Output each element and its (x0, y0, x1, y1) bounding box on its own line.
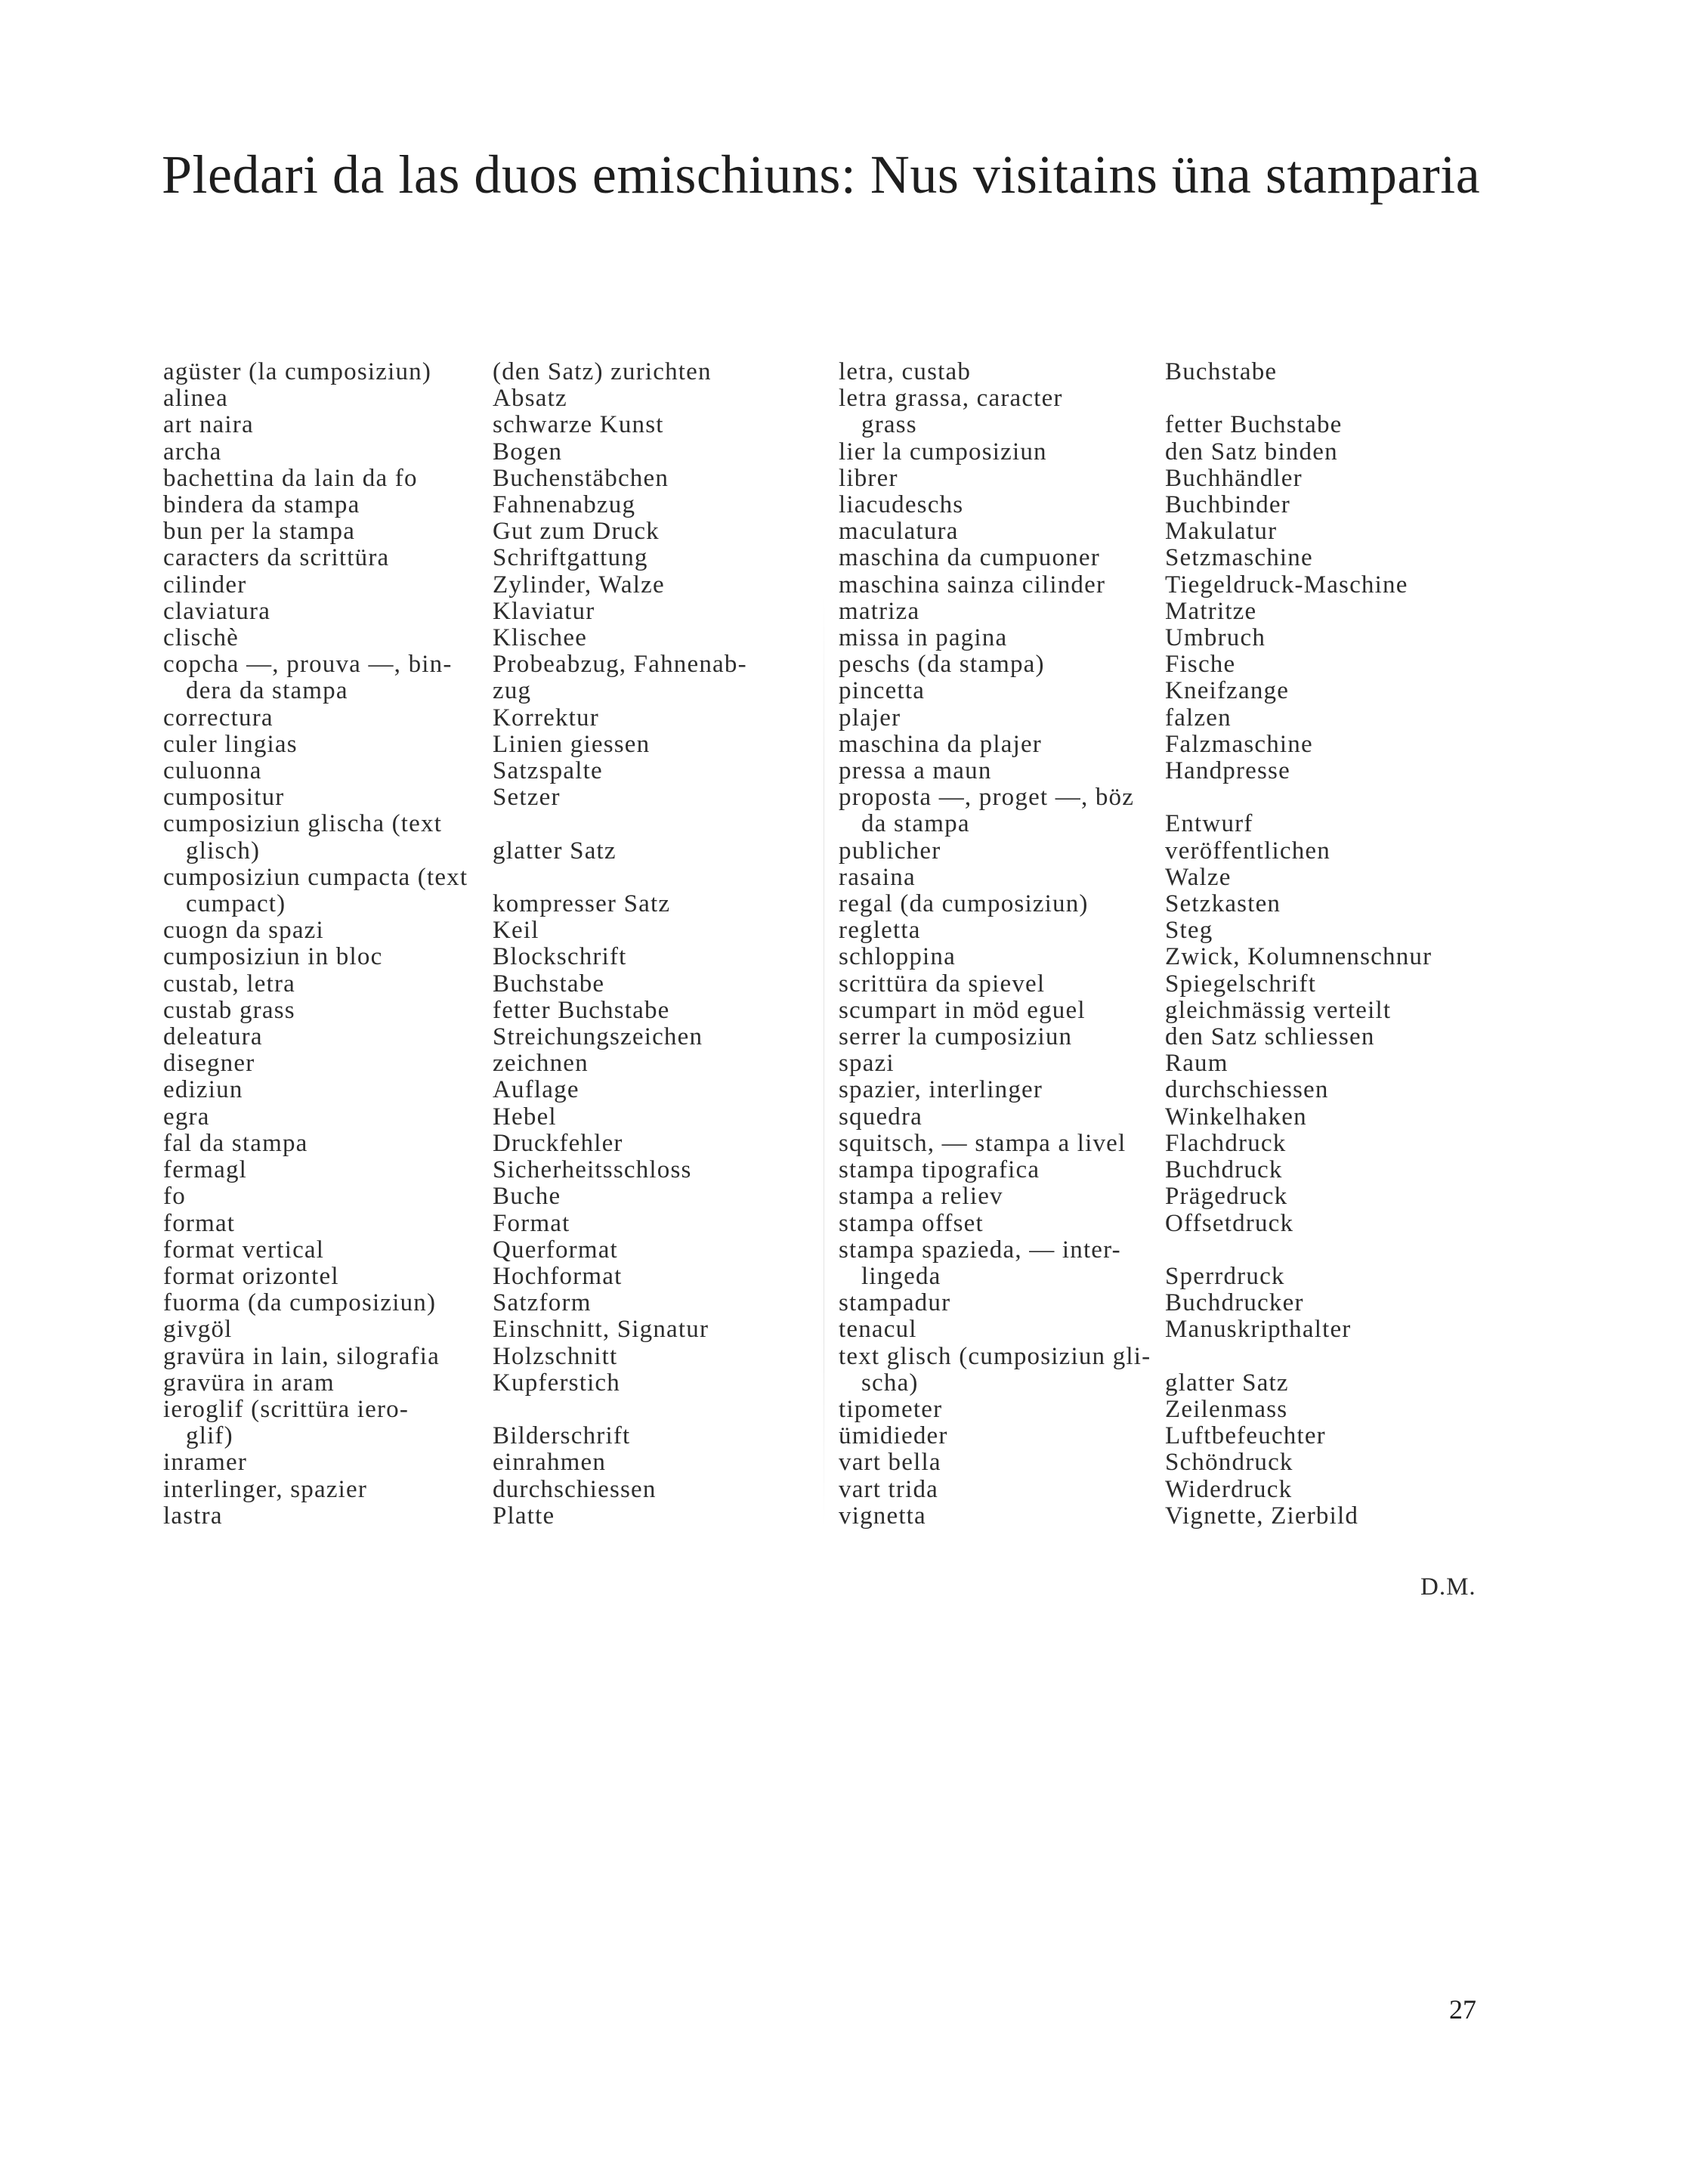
glossary-entry: proposta —, proget —, böz (839, 784, 1135, 812)
glossary-entry: serrer la cumposiziun (839, 1023, 1073, 1051)
glossary-entry: glisch) (186, 837, 261, 865)
glossary-entry: Manuskripthalter (1165, 1316, 1352, 1344)
glossary-entry: culuonna (163, 757, 262, 785)
glossary-entry: Kneifzange (1165, 677, 1290, 705)
glossary-entry: maschina da plajer (839, 730, 1042, 758)
glossary-entry: regletta (839, 917, 921, 945)
glossary-entry: maschina sainza cilinder (839, 571, 1106, 599)
glossary-entry: Entwurf (1165, 810, 1253, 838)
glossary-entry: vignetta (839, 1502, 926, 1530)
glossary-entry: Schöndruck (1165, 1449, 1293, 1477)
glossary-entry: Setzkasten (1165, 890, 1281, 918)
glossary-entry: Setzer (493, 784, 561, 812)
glossary-entry: matriza (839, 597, 920, 625)
glossary-entry: Flachdruck (1165, 1129, 1287, 1157)
glossary-entry: inramer (163, 1449, 248, 1477)
author-signature: D.M. (1420, 1573, 1476, 1601)
glossary-entry: Zylinder, Walze (493, 571, 665, 599)
glossary-entry: Handpresse (1165, 757, 1290, 785)
glossary-entry: Blockschrift (493, 943, 627, 971)
glossary-entry: cilinder (163, 571, 247, 599)
glossary-entry: deleatura (163, 1023, 263, 1051)
glossary-entry: Buchdruck (1165, 1156, 1283, 1184)
glossary-column-romansh-right (839, 359, 1164, 1530)
glossary-entry: spazier, interlinger (839, 1076, 1043, 1104)
glossary-entry: Fische (1165, 651, 1236, 679)
glossary-entry: dera da stampa (186, 677, 348, 705)
glossary-entry: Schriftgattung (493, 544, 648, 572)
glossary-entry: Zwick, Kolumnenschnur (1165, 943, 1432, 971)
glossary-entry: Raum (1165, 1050, 1229, 1078)
glossary-entry: glatter Satz (1165, 1369, 1289, 1397)
glossary-entry: Buchstabe (493, 970, 605, 998)
glossary-entry: maschina da cumpuoner (839, 544, 1100, 572)
glossary-entry: da stampa (861, 810, 970, 838)
glossary-entry: format (163, 1209, 236, 1237)
page-number: 27 (1449, 1994, 1476, 2025)
glossary-entry: ieroglif (scrittüra iero- (163, 1395, 410, 1423)
glossary-entry: liacudeschs (839, 491, 964, 519)
glossary-entry: fetter Buchstabe (493, 996, 670, 1024)
glossary-entry: stampa a reliev (839, 1183, 1003, 1211)
glossary-entry: Falzmaschine (1165, 730, 1313, 758)
glossary-entry: lier la cumposiziun (839, 438, 1047, 466)
glossary-entry: schwarze Kunst (493, 411, 664, 439)
glossary-entry: den Satz schliessen (1165, 1023, 1375, 1051)
glossary-entry: Walze (1165, 863, 1232, 891)
glossary-entry: agüster (la cumposiziun) (163, 358, 432, 385)
glossary-entry: Sperrdruck (1165, 1262, 1285, 1290)
glossary-entry: cumposiziun glischa (text (163, 810, 443, 838)
glossary-entry: tipometer (839, 1395, 943, 1423)
glossary-entry: Klischee (493, 624, 588, 652)
glossary-entry: schloppina (839, 943, 956, 971)
glossary-entry: cumposiziun cumpacta (text (163, 863, 468, 891)
glossary-entry: ümidieder (839, 1422, 948, 1450)
glossary-entry: gravüra in aram (163, 1369, 335, 1397)
glossary-entry: Gut zum Druck (493, 518, 660, 546)
glossary-entry: caracters da scrittüra (163, 544, 390, 572)
glossary-entry: plajer (839, 704, 901, 732)
glossary-entry: letra, custab (839, 358, 972, 385)
glossary-entry: squitsch, — stampa a livel (839, 1129, 1127, 1157)
glossary-entry: Setzmaschine (1165, 544, 1313, 572)
glossary-entry: Keil (493, 917, 539, 945)
glossary-entry: Linien giessen (493, 730, 651, 758)
glossary-entry: letra grassa, caracter (839, 385, 1063, 413)
glossary-entry: Fahnenabzug (493, 491, 636, 519)
glossary-column-german-left (493, 359, 817, 1530)
glossary-entry: squedra (839, 1103, 923, 1131)
glossary-entry: egra (163, 1103, 210, 1131)
glossary-entry: Querformat (493, 1236, 618, 1264)
glossary-entry: falzen (1165, 704, 1232, 732)
glossary-entry: Offsetdruck (1165, 1209, 1294, 1237)
glossary-entry: einrahmen (493, 1449, 607, 1477)
glossary-entry: Platte (493, 1502, 555, 1530)
glossary-entry (1165, 1237, 1528, 1264)
glossary-entry: Hochformat (493, 1262, 623, 1290)
glossary-entry: Buchenstäbchen (493, 464, 669, 492)
glossary-entry: Sicherheitsschloss (493, 1156, 692, 1184)
glossary-entry: custab, letra (163, 970, 296, 998)
glossary-entry (493, 865, 817, 891)
glossary-entry: maculatura (839, 518, 959, 546)
glossary-entry: scrittüra da spievel (839, 970, 1046, 998)
glossary-entry: tenacul (839, 1316, 917, 1344)
glossary-entry: disegner (163, 1050, 255, 1078)
glossary-entry: Tiegeldruck-Maschine (1165, 571, 1408, 599)
glossary-entry: Streichungszeichen (493, 1023, 703, 1051)
glossary-entry: fo (163, 1183, 186, 1211)
glossary-entry (1165, 784, 1528, 811)
glossary-column-german-right (1165, 359, 1528, 1530)
glossary-entry: regal (da cumposiziun) (839, 890, 1089, 918)
glossary-entry: cumpact) (186, 890, 286, 918)
glossary-entry: Winkelhaken (1165, 1103, 1307, 1131)
glossary-entry: Buchhändler (1165, 464, 1303, 492)
glossary-entry: bun per la stampa (163, 518, 356, 546)
glossary-entry: Spiegelschrift (1165, 970, 1317, 998)
glossary-entry: claviatura (163, 597, 271, 625)
glossary-entry: gleichmässig verteilt (1165, 996, 1392, 1024)
glossary-entry: den Satz binden (1165, 438, 1338, 466)
glossary-entry: Einschnitt, Signatur (493, 1316, 709, 1344)
glossary-entry: zeichnen (493, 1050, 589, 1078)
glossary-column-romansh-left (163, 359, 481, 1530)
glossary-entry: Hebel (493, 1103, 557, 1131)
glossary-entry: spazi (839, 1050, 895, 1078)
glossary-entry: Satzform (493, 1289, 592, 1317)
glossary-entry: bindera da stampa (163, 491, 360, 519)
glossary-entry (1165, 385, 1528, 412)
glossary-entry: fermagl (163, 1156, 248, 1184)
glossary-entry: ediziun (163, 1076, 243, 1104)
glossary-entry: Luftbefeuchter (1165, 1422, 1326, 1450)
glossary-entry: glif) (186, 1422, 233, 1450)
glossary-entry: Zeilenmass (1165, 1395, 1288, 1423)
glossary-entry: culer lingias (163, 730, 298, 758)
glossary-entry: kompresser Satz (493, 890, 671, 918)
glossary-entry: Matritze (1165, 597, 1257, 625)
glossary-entry: custab grass (163, 996, 295, 1024)
glossary-entry: Bilderschrift (493, 1422, 631, 1450)
glossary-entry: Widerdruck (1165, 1475, 1293, 1503)
glossary-entry: cumposiziun in bloc (163, 943, 383, 971)
glossary-entry: format vertical (163, 1236, 325, 1264)
glossary-entry: stampa spazieda, — inter- (839, 1236, 1121, 1264)
glossary-entry: Holzschnitt (493, 1342, 618, 1370)
glossary-entry: Korrektur (493, 704, 599, 732)
glossary-entry (493, 1397, 817, 1423)
glossary-entry: art naira (163, 411, 254, 439)
glossary-entry: Buchbinder (1165, 491, 1290, 519)
glossary-entry: glatter Satz (493, 837, 617, 865)
glossary-entry: fetter Buchstabe (1165, 411, 1343, 439)
glossary-entry: pressa a maun (839, 757, 992, 785)
glossary-entry: scumpart in möd eguel (839, 996, 1086, 1024)
glossary-entry: copcha —, prouva —, bin- (163, 651, 453, 679)
page-title: Pledari da las duos emischiuns: Nus visitains üna stamparia (162, 144, 1481, 205)
glossary-entry: Steg (1165, 917, 1213, 945)
glossary-entry: Klaviatur (493, 597, 595, 625)
glossary-entry: veröffentlichen (1165, 837, 1330, 865)
glossary-entry: vart trida (839, 1475, 939, 1503)
glossary-entry: stampa offset (839, 1209, 984, 1237)
glossary-entry: missa in pagina (839, 624, 1008, 652)
glossary-entry: Absatz (493, 385, 567, 413)
glossary-entry: Makulatur (1165, 518, 1278, 546)
glossary-entry: stampa tipografica (839, 1156, 1040, 1184)
glossary-entry: librer (839, 464, 898, 492)
glossary-entry: Satzspalte (493, 757, 603, 785)
glossary-entry: bachettina da lain da fo (163, 464, 418, 492)
glossary-entry: Buche (493, 1183, 561, 1211)
glossary-entry: publicher (839, 837, 941, 865)
glossary-entry: clischè (163, 624, 240, 652)
glossary-entry: gravüra in lain, silografia (163, 1342, 440, 1370)
glossary-entry: scha) (861, 1369, 919, 1397)
glossary-entry: Prägedruck (1165, 1183, 1288, 1211)
glossary-entry: Format (493, 1209, 570, 1237)
glossary-entry: grass (861, 411, 917, 439)
glossary-entry: pincetta (839, 677, 926, 705)
glossary-entry: alinea (163, 385, 228, 413)
glossary-entry: Bogen (493, 438, 563, 466)
glossary-entry: Auflage (493, 1076, 579, 1104)
glossary-entry: fuorma (da cumposiziun) (163, 1289, 437, 1317)
glossary-entry: archa (163, 438, 222, 466)
glossary-entry: cuogn da spazi (163, 917, 324, 945)
glossary-entry: format orizontel (163, 1262, 339, 1290)
glossary-entry: stampadur (839, 1289, 951, 1317)
glossary-entry (493, 811, 817, 837)
glossary-entry: givgöl (163, 1316, 233, 1344)
glossary-entry: Umbruch (1165, 624, 1266, 652)
glossary-entry: Kupferstich (493, 1369, 620, 1397)
glossary-entry: text glisch (cumposiziun gli- (839, 1342, 1151, 1370)
glossary-entry: zug (493, 677, 532, 705)
glossary-entry: lingeda (861, 1262, 941, 1290)
glossary-entry: cumpositur (163, 784, 285, 812)
glossary-entry: rasaina (839, 863, 916, 891)
glossary-entry: correctura (163, 704, 274, 732)
glossary-entry: lastra (163, 1502, 223, 1530)
glossary-entry: durchschiessen (493, 1475, 657, 1503)
glossary-entry: Probeabzug, Fahnenab- (493, 651, 747, 679)
glossary-entry: Vignette, Zierbild (1165, 1502, 1359, 1530)
glossary-entry: Druckfehler (493, 1129, 623, 1157)
glossary-entry: Buchstabe (1165, 358, 1278, 385)
glossary-entry: fal da stampa (163, 1129, 308, 1157)
glossary-entry: vart bella (839, 1449, 941, 1477)
glossary-entry: Buchdrucker (1165, 1289, 1304, 1317)
glossary-entry: (den Satz) zurichten (493, 358, 712, 385)
glossary-entry: interlinger, spazier (163, 1475, 368, 1503)
glossary-entry: peschs (da stampa) (839, 651, 1045, 679)
glossary-entry: durchschiessen (1165, 1076, 1329, 1104)
glossary-entry (1165, 1344, 1528, 1370)
